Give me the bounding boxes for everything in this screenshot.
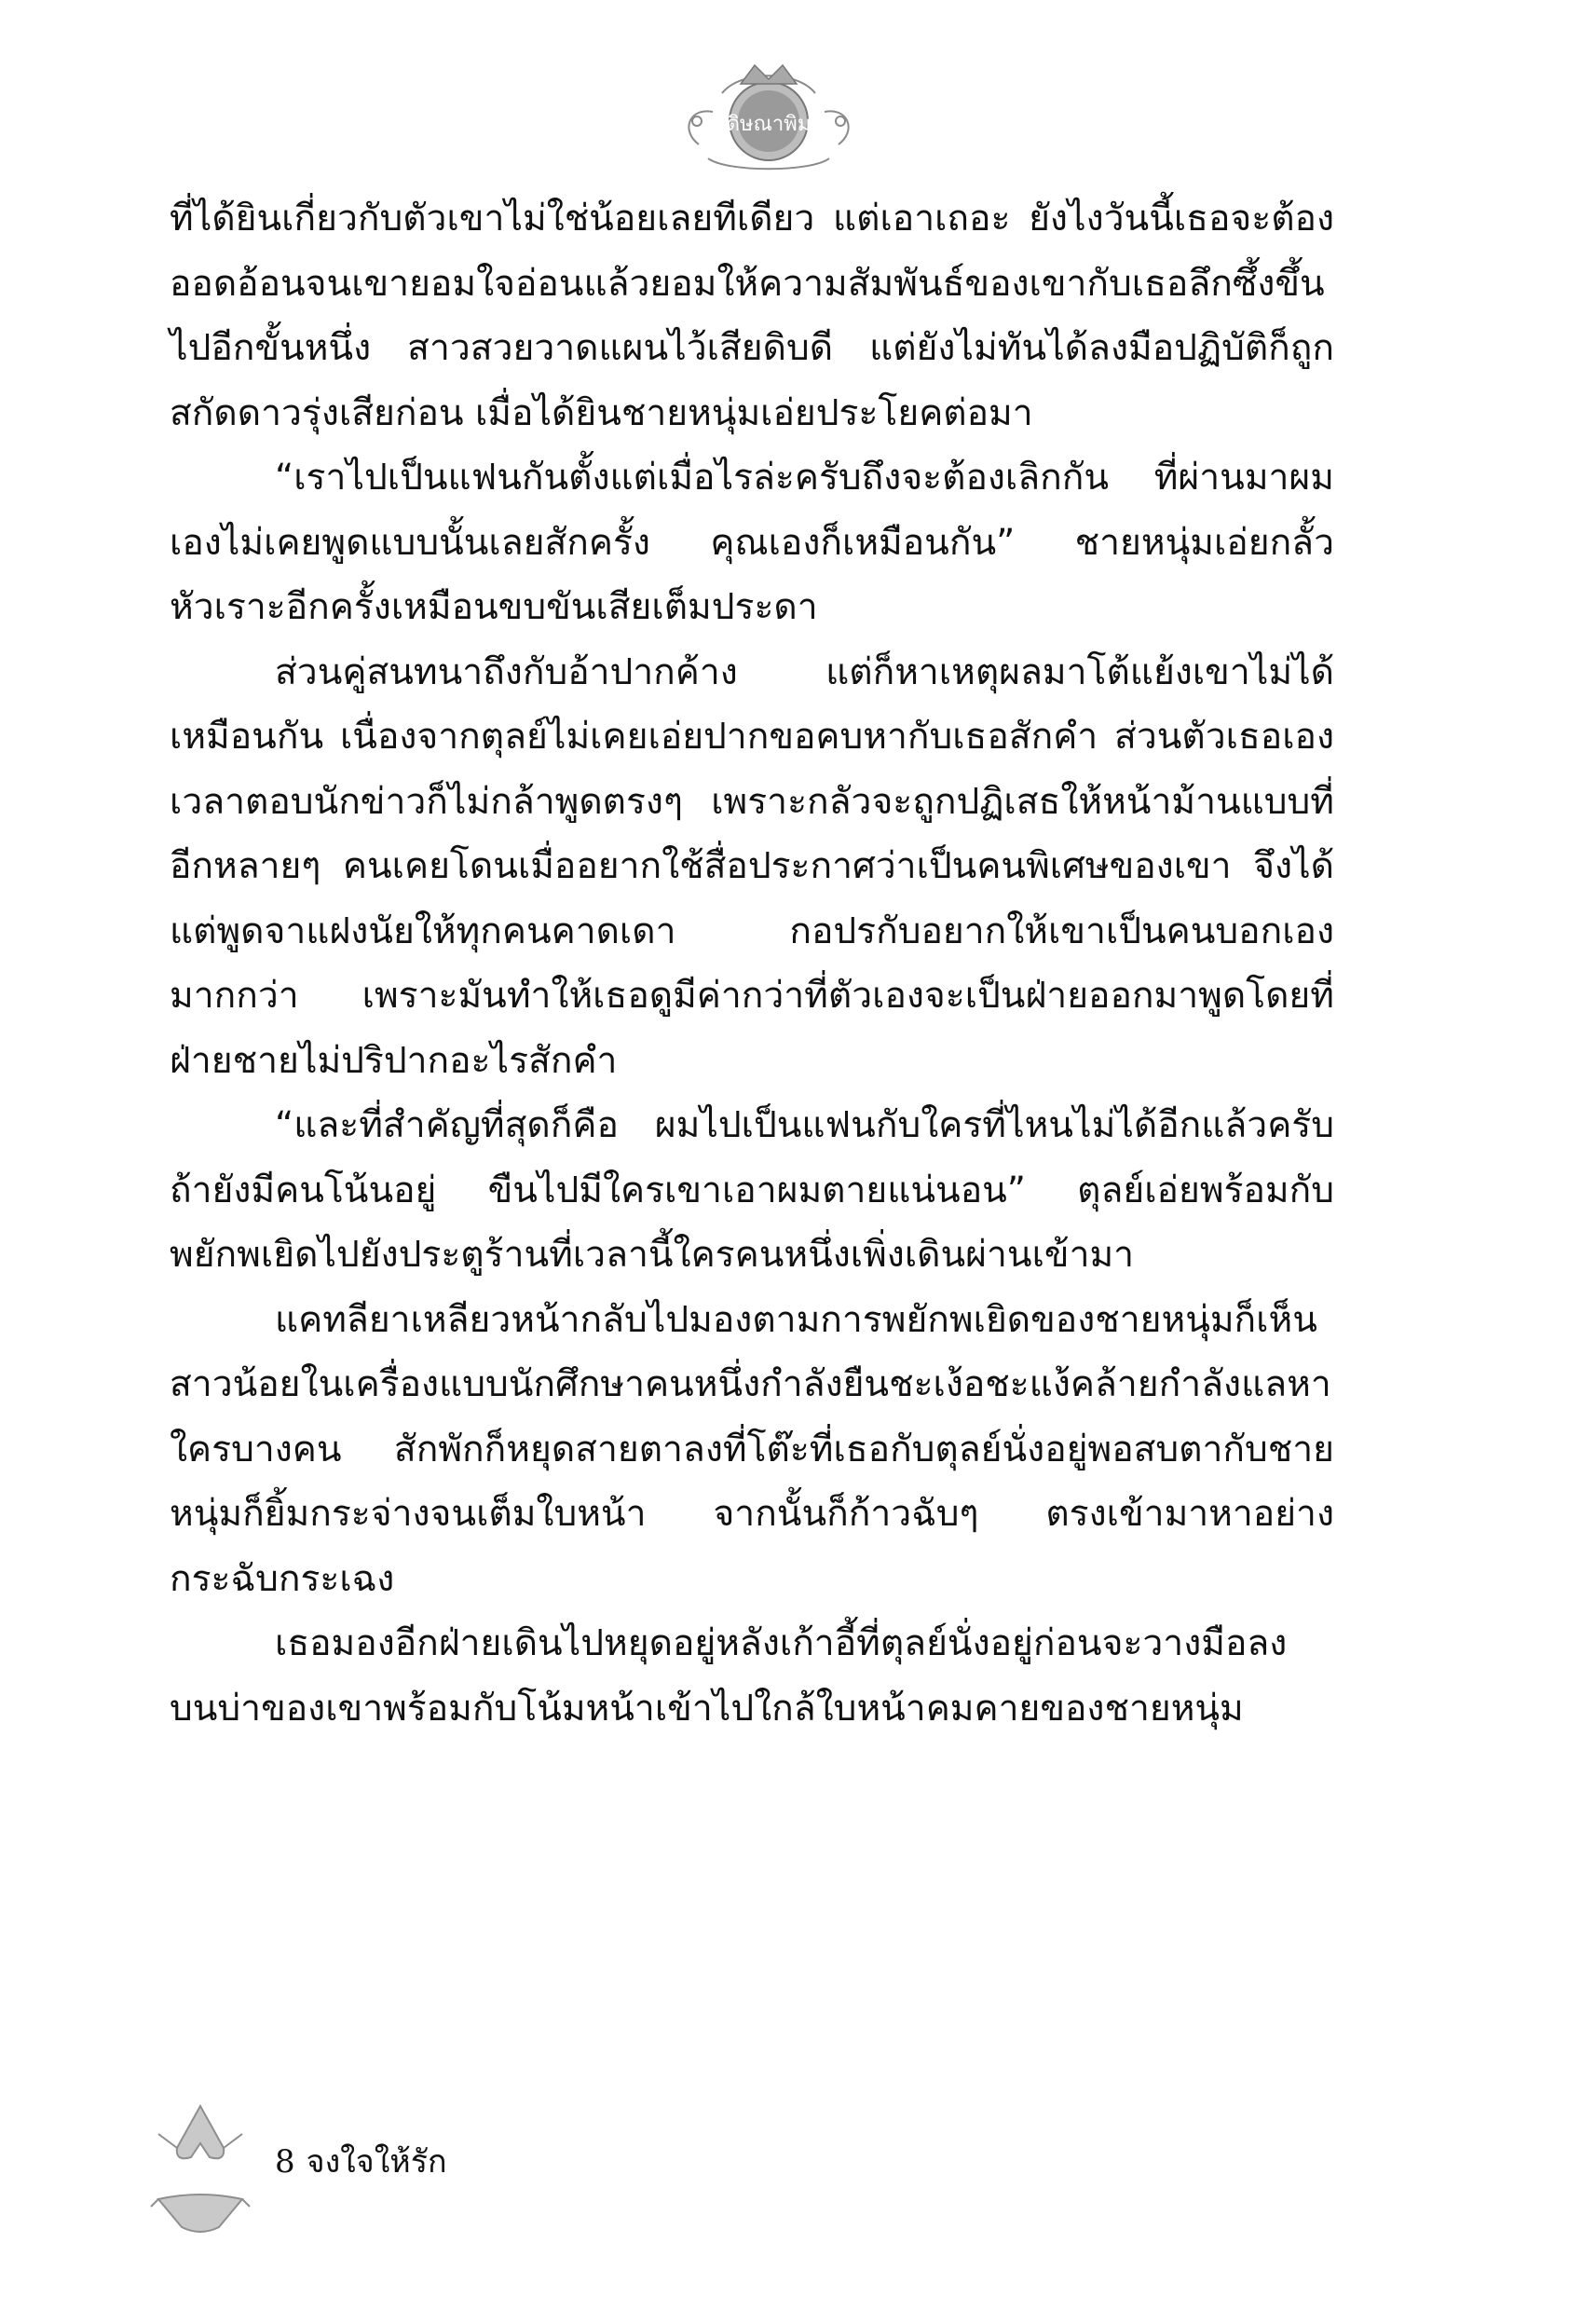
logo-text: ดิษณาพิม <box>726 113 812 136</box>
page-body <box>170 186 1334 1741</box>
paragraph: “เราไปเป็นแฟนกันตั้งแต่เมื่อไรล่ะครับถึงจะต้องเลิกกัน ที่ผ่านมาผมเองไม่เคยพูดแบบนั้นเลยสักครั้ง คุณเองก็เหมือนกัน” ชายหนุ่มเอ่ยกลั้วหัวเราะอีกครั้งเหมือนขบขันเสียเต็มประดา <box>170 457 1334 628</box>
page-number: 8 <box>275 2143 295 2181</box>
publisher-logo <box>671 56 866 177</box>
bikini-icon <box>149 2097 252 2246</box>
book-title: จงใจให้รัก <box>306 2143 447 2181</box>
paragraph: แคทลียาเหลียวหน้ากลับไปมองตามการพยักพเยิดของชายหนุ่มก็เห็นสาวน้อยในเครื่องแบบนักศึกษาคนหนึ่งกำลังยืนชะเง้อชะแง้คล้ายกำลังแลหาใครบางคน สักพักก็หยุดสายตาลงที่โต๊ะที่เธอกับตุลย์นั่งอยู่พอสบตากับชายหนุ่มก็ยิ้มกระจ่างจนเต็มใบหน้า จากนั้นก็ก้าวฉับๆ ตรงเข้ามาหาอย่างกระฉับกระเฉง <box>170 1298 1334 1600</box>
paragraph: “และที่สำคัญที่สุดก็คือ ผมไปเป็นแฟนกับใครที่ไหนไม่ได้อีกแล้วครับถ้ายังมีคนโน้นอยู่ ขืนไปมีใครเขาเอาผมตายแน่นอน” ตุลย์เอ่ยพร้อมกับพยักพเยิดไปยังประตูร้านที่เวลานี้ใครคนหนึ่งเพิ่งเดินผ่านเข้ามา <box>170 1104 1334 1276</box>
paragraph: ที่ได้ยินเกี่ยวกับตัวเขาไม่ใช่น้อยเลยทีเดียว แต่เอาเถอะ ยังไงวันนี้เธอจะต้องออดอ้อนจนเขายอมใจอ่อนแล้วยอมให้ความสัมพันธ์ของเขากับเธอลึกซึ้งขึ้นไปอีกขั้นหนึ่ง สาวสวยวาดแผนไว้เสียดิบดี แต่ยังไม่ทันได้ลงมือปฏิบัติก็ถูกสกัดดาวรุ่งเสียก่อน เมื่อได้ยินชายหนุ่มเอ่ยประโยคต่อมา <box>170 198 1334 434</box>
page-footer <box>149 2097 708 2246</box>
paragraph: ส่วนคู่สนทนาถึงกับอ้าปากค้าง แต่ก็หาเหตุผลมาโต้แย้งเขาไม่ได้เหมือนกัน เนื่องจากตุลย์ไม่เคยเอ่ยปากขอคบหากับเธอสักคำ ส่วนตัวเธอเองเวลาตอบนักข่าวก็ไม่กล้าพูดตรงๆ เพราะกลัวจะถูกปฏิเสธให้หน้าม้านแบบที่อีกหลายๆ คนเคยโดนเมื่ออยากใช้สื่อประกาศว่าเป็นคนพิเศษของเขา จึงได้แต่พูดจาแฝงนัยให้ทุกคนคาดเดา กอปรกับอยากให้เขาเป็นคนบอกเองมากกว่า เพราะมันทำให้เธอดูมีค่ากว่าที่ตัวเองจะเป็นฝ่ายออกมาพูดโดยที่ฝ่ายชายไม่ปริปากอะไรสักคำ <box>170 650 1334 1082</box>
paragraph: เธอมองอีกฝ่ายเดินไปหยุดอยู่หลังเก้าอี้ที่ตุลย์นั่งอยู่ก่อนจะวางมือลงบนบ่าของเขาพร้อมกับโน้มหน้าเข้าไปใกล้ใบหน้าคมคายของชายหนุ่ม <box>170 1622 1288 1730</box>
